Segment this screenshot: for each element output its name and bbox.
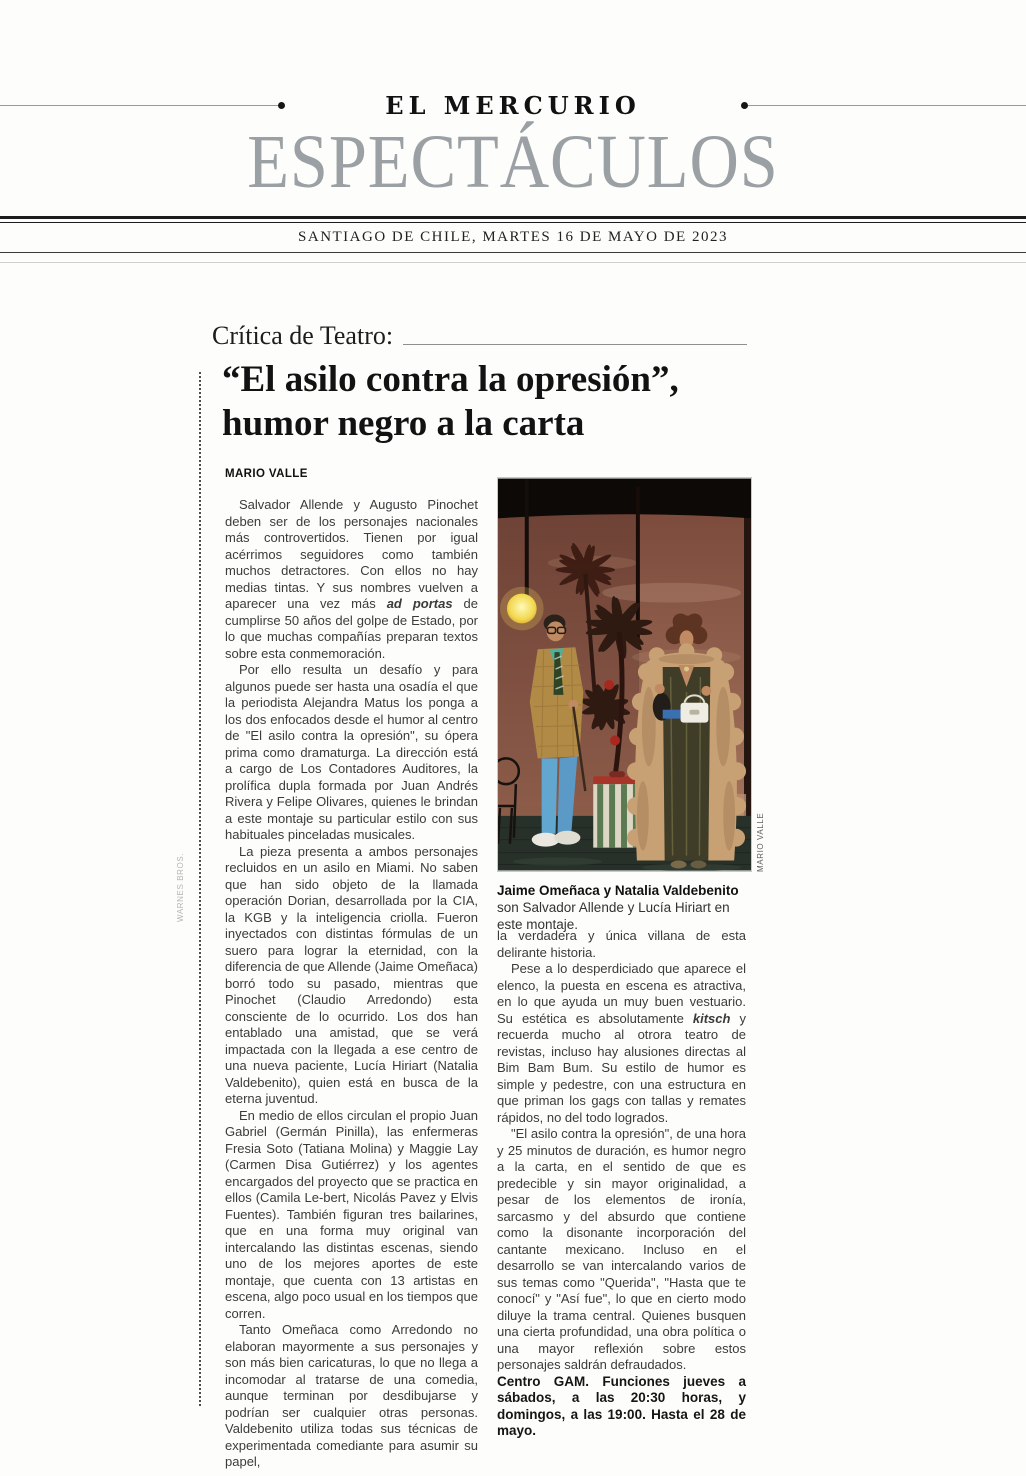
headline: “El asilo contra la opresión”, humor negro a la carta	[222, 359, 679, 444]
masthead-dot-right	[741, 102, 748, 109]
article-paragraph: la verdadera y única villana de esta delirante historia.	[497, 928, 746, 960]
caption-rest: son Salvador Allende y Lucía Hiriart en este montaje.	[497, 900, 730, 932]
dateline: SANTIAGO DE CHILE, MARTES 16 DE MAYO DE 2023	[298, 229, 728, 245]
masthead-dot-left	[278, 102, 285, 109]
article-paragraph: En medio de ellos circulan el propio Juan Gabriel (Germán Pinilla), las enfermeras Fresia Soto (Tatiana Molina) y Maggie Lay (Carmen Disa Gutiérrez) y los agentes encargados del proyecto que se practica en ellos (Camila Le-bert, Nicolás Pavez y Elvis Fuentes). También figuran tres bailarines, que en una forma muy original van intercalando las distintas escenas, siendo uno de los mejores aportes de este montaje, que cuenta con 13 artistas en escena, algo poco usual en los tiempos que corren.	[225, 1107, 478, 1321]
kicker-row	[212, 320, 747, 352]
newspaper-name: EL MERCURIO	[385, 90, 641, 120]
section-rule-thin	[0, 222, 1026, 223]
kicker: Crítica de Teatro:	[212, 321, 394, 350]
article-paragraph: "El asilo contra la opresión", de una hora y 25 minutos de duración, es humor negro a la carta, en el sentido de que es predecible y sin mayor originalidad, a pesar de los elementos de ironía, sarcasmo y del absurdo que contiene como la disonante incorporación del cantante mexicano. Incluso en el desarrollo se van intercalando varios de sus temas como "Querida", "Hasta que te conocí" y "Así fue", lo que en cierto modo diluye la trama central. Quienes busquen una cierta profundidad, una obra política o una mayor reflexión sobre estos personajes saldrán defraudados.	[497, 1126, 746, 1372]
article-paragraph: Pese a lo desperdiciado que aparece el elenco, la puesta en escena es atractiva, en lo que ayuda un muy buen vestuario. Su estética es absolutamente kitsch y recuerda mucho al otrora teatro de revistas, incluso hay alusiones directas al Bim Bam Bum. Su estilo de humor es simple y pedestre, con una estructura en que priman los gags con tallas y remates rápidos, no del todo logrados.	[497, 961, 746, 1125]
article-column-1	[225, 497, 478, 1471]
stage-photo	[497, 477, 752, 872]
section-title: ESPECTÁCULOS	[247, 120, 779, 204]
photo-caption	[497, 882, 755, 933]
masthead-rule-left	[0, 105, 278, 106]
article-paragraph: Tanto Omeñaca como Arredondo no elaboran mayormente a sus personajes y son más bien caricaturas, lo que no llega a incomodar al tratarse de una comedia, aunque terminan por desdibujarse y podrían ser cualquier otras personas. Valdebenito utiliza todas sus técnicas de experimentada comediante para asumir su papel,	[225, 1322, 478, 1469]
article-paragraph: Salvador Allende y Augusto Pinochet deben ser de los personajes nacionales más controvertidos. Tienen por igual acérrimos seguidores como también muchos detractores. Con ellos no hay medias tintas. Y sus nombres vuelven a aparecer una vez más ad portas de cumplirse 50 años del golpe de Estado, por lo que muchas compañías preparan textos sobre esta conmemoración.	[225, 497, 478, 661]
dateline-rule-light	[0, 262, 1026, 263]
photo-credit: MARIO VALLE	[756, 812, 765, 872]
caption-names: Jaime Omeñaca y Natalia Valdebenito	[497, 883, 739, 898]
section-rule-thick	[0, 216, 1026, 219]
article-column-2	[497, 928, 746, 1440]
byline: MARIO VALLE	[225, 468, 308, 480]
page-edge-credit: WARNES BROS.	[176, 852, 185, 922]
left-dotted-rule	[199, 372, 201, 1406]
article-paragraph: La pieza presenta a ambos personajes recluidos en un asilo en Miami. No saben que han sido objeto de la llamada operación Dorian, desarrollada por la CIA, la KGB y la inteligencia criolla. Fueron inyectados con distintas fórmulas de un suero para lograr la eternidad, con la diferencia de que Allende (Jaime Omeñaca) borró todo su pasado, mientras que Pinochet (Claudio Arredondo) esta consciente de lo ocurrido. Los dos han entablado una amistad, que se verá impactada con la llegada a ese centro de una nueva paciente, Lucía Hiriart (Natalia Valdebenito), quien está en busca de la eterna juventud.	[225, 843, 478, 1106]
masthead-rule-right	[748, 105, 1026, 106]
article-paragraph: Por ello resulta un desafío y para algunos puede ser hasta una osadía el que la periodista Alejandra Matus los ponga a los dos enfocados desde el humor al centro de "El asilo contra la opresión", su ópera prima como dramaturga. La dirección está a cargo de Los Contadores Auditores, la prolífica dupla formada por Juan Andrés Rivera y Felipe Olivares, quienes le brindan a este montaje su particular estilo con sus habituales pinceladas musicales.	[225, 662, 478, 842]
kicker-rule	[403, 344, 747, 345]
dateline-rule-dark	[0, 252, 1026, 253]
venue-info-paragraph: Centro GAM. Funciones jueves a sábados, a las 20:30 horas, y domingos, a las 19:00. Hasta el 28 de mayo.	[497, 1373, 746, 1438]
